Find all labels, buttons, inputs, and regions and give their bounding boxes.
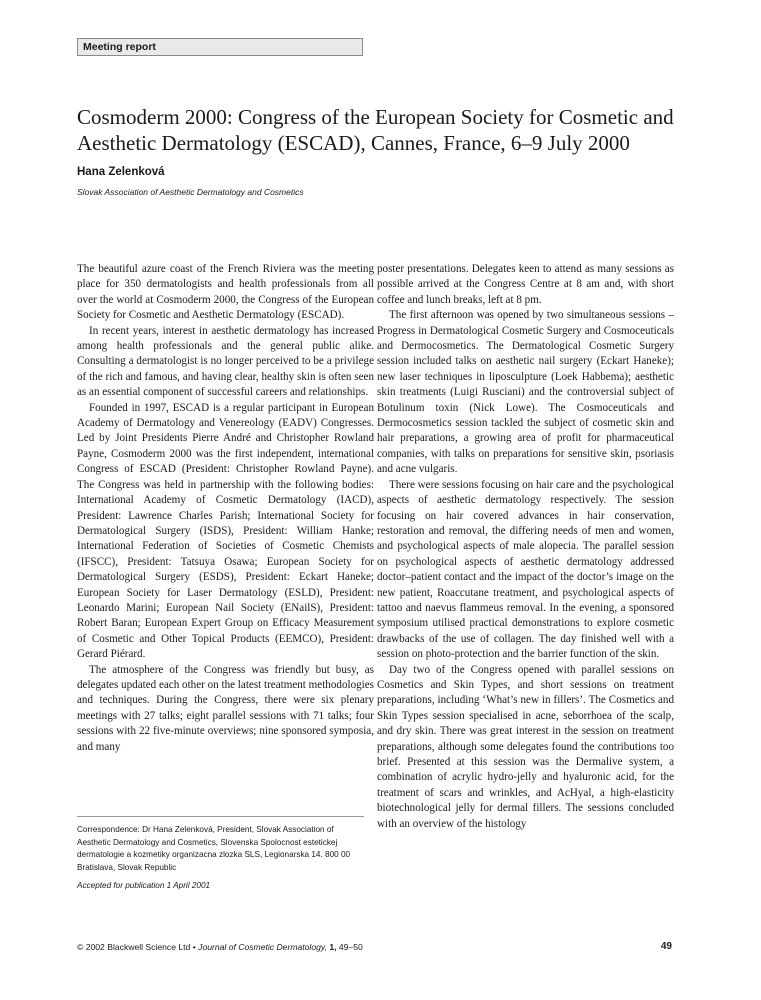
- footnote-divider: [77, 816, 364, 817]
- copyright: © 2002 Blackwell Science Ltd: [77, 942, 191, 952]
- page-footer: [77, 942, 363, 952]
- paragraph: poster presentations. Delegates keen to attend as many sessions as possible arrived at the Congress Centre at 8 am and, with short coffee and lunch breaks, left at 8 pm.: [377, 263, 674, 306]
- paragraph: There were sessions focusing on hair care and the psychological aspects of aesthetic dermatology respectively. The session focusing on hair covered advances in hair conservation, restoration and removal, the differing needs of men and women, and psychological aspects of male alopecia. The parallel session on psychological aspects of aesthetic dermatology addressed doctor–patient contact and the impact of the doctor’s image on the new patient, Roaccutane treatment, and psychological aspects of tattoo and naevus flammeus removal. In the evening, a sponsored symposium utilised practical demonstrations to explore cosmetic drawbacks of the use of collagen. The day finished well with a session on photo-protection and the barrier function of the skin.: [377, 478, 674, 661]
- journal-volume: 1,: [329, 942, 337, 952]
- paragraph: The beautiful azure coast of the French Riviera was the meeting place for 350 dermatologists and health professionals from all over the world at Cosmoderm 2000, the Congress of the European Society for Cosmetic and Aesthetic Dermatology (ESCAD).: [77, 263, 374, 322]
- author-affiliation: Slovak Association of Aesthetic Dermatology and Cosmetics: [77, 187, 304, 197]
- paragraph: The atmosphere of the Congress was friendly but busy, as delegates updated each other on the latest treatment methodologies and techniques. During the Congress, there were six plenary meetings with 27 talks; eight parallel sessions with 71 talks; four sessions with 22 five-minute overviews; nine sponsored symposia, and many: [77, 663, 374, 753]
- page-number: 49: [660, 941, 672, 952]
- article-title: Cosmoderm 2000: Congress of the European Society for Cosmetic and Aesthetic Dermatology (ESCAD), Cannes, France, 6–9 July 2000: [77, 105, 674, 155]
- body-column-right: [377, 262, 674, 832]
- author-name: Hana Zelenková: [77, 166, 165, 178]
- paragraph: Founded in 1997, ESCAD is a regular participant in European Academy of Dermatology and Venereology (EADV) Congresses. Led by Joint Presidents Pierre André and Christopher Rowland Payne, Cosmoderm 2000 was the first independent, international Congress of ESCAD (President: Christopher Rowland Payne). The Congress was held in partnership with the following bodies: International Academy of Cosmetic Dermatology (IACD), President: Lawrence Charles Parish; International Society for Dermatological Surgery (ISDS), President: William Hanke; International Federation of Societies of Cosmetic Chemists (IFSCC), President: Tatsuya Osawa; European Society for Dermatological Surgery (ESDS), President: Eckart Haneke; European Society for Laser Dermatology (ESLD), President: Leonardo Marini; European Nail Society (ENailS), President: Robert Baran; European Expert Group on Efficacy Measurement of Cosmetic and Other Topical Products (EEMCO), President: Gerard Piérard.: [77, 401, 374, 661]
- paragraph: Day two of the Congress opened with parallel sessions on Cosmetics and Skin Types, and short sessions on treatment preparations, including ‘What’s new in fillers’. The Cosmetics and Skin Types session specialised in acne, seborrhoea of the scalp, and dry skin. There was great interest in the session on treatment preparations, although some delegates found the contributions too brief. Presented at this session was the Dermalive system, a combination of acrylic hydro-jelly and hyaluronic acid, for the treatment of scars and wrinkles, and AcHyal, a high-elasticity biotechnological jelly for dermal fillers. The sessions concluded with an overview of the histology: [377, 663, 674, 830]
- correspondence-note: Correspondence: Dr Hana Zelenková, President, Slovak Association of Aesthetic Dermatology and Cosmetics, Slovenska Spolocnost estetickej dermatologie a kozmetiky organizacna zlozka SLS, Legionarska 14. 800 00 Bratislava, Slovak Republic: [77, 825, 351, 872]
- journal-name: Journal of Cosmetic Dermatology,: [198, 942, 327, 952]
- body-column-left: [77, 262, 374, 755]
- paragraph: The first afternoon was opened by two simultaneous sessions – Progress in Dermatological Cosmetic Surgery and Cosmoceuticals and Dermocosmetics. The Dermatological Cosmetic Surgery session included talks on aesthetic nail surgery (Eckart Haneke); new laser techniques in liposculpture (Loek Habbema); aesthetic skin treatments (Luigi Rusciani) and the controversial subject of Botulinum toxin (Nick Lowe). The Cosmoceuticals and Dermocosmetics session tackled the subject of cosmetic skin and hair preparations, a growing area of profit for pharmaceutical companies, with talks on preparations for sensitive skin, psoriasis and acne vulgaris.: [377, 309, 674, 476]
- footer-separator: •: [192, 942, 196, 952]
- section-label: Meeting report: [77, 38, 363, 56]
- paragraph: In recent years, interest in aesthetic dermatology has increased among health professionals and the general public alike. Consulting a dermatologist is no longer perceived to be a privilege of the rich and famous, and having clear, healthy skin is often seen as an essential component of successful careers and relationships.: [77, 324, 374, 399]
- accepted-date: Accepted for publication 1 April 2001: [77, 881, 211, 890]
- page-range: 49–50: [338, 942, 363, 952]
